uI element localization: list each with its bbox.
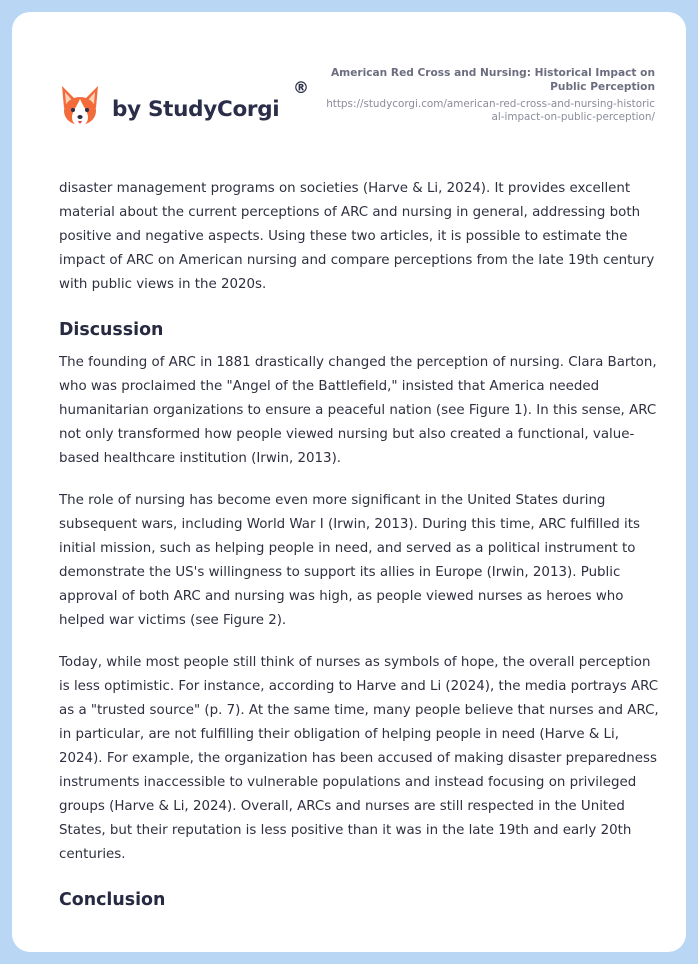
document-url-link[interactable]: https://studycorgi.com/american-red-cross-and-nursing-historical-impact-on-public-perception/	[326, 98, 655, 123]
discussion-heading: Discussion	[59, 320, 164, 340]
registered-mark: ®	[293, 78, 309, 97]
document-page	[12, 12, 686, 952]
document-title: American Red Cross and Nursing: Historical Impact on Public Perception	[330, 67, 655, 93]
discussion-paragraph: Today, while most people still think of nurses as symbols of hope, the overall perception is less optimistic. For instance, according to Harve and Li (2024), the media portrays ARC as a "trusted source" (p. 7). At the same time, many people believe that nurses and ARC, in particular, are not fulfilling their obligation of helping people in need (Harve & Li, 2024). For example, the organization has been accused of making disaster preparedness instruments inaccessible to vulnerable populations and instead focusing on privileged groups (Harve & Li, 2024). Overall, ARCs and nurses are still respected in the United States, but their reputation is less positive than it was in the late 19th and early 20th centuries.	[59, 655, 659, 862]
document-meta	[325, 66, 655, 124]
document-body	[59, 177, 659, 921]
discussion-paragraph: The founding of ARC in 1881 drastically changed the perception of nursing. Clara Barton, who was proclaimed the "Angel of the Battlefield," insisted that America needed humanitarian organizations to ensure a peaceful nation (see Figure 1). In this sense, ARC not only transformed how people viewed nursing but also created a functional, value-based healthcare institution (Irwin, 2013).	[59, 355, 657, 466]
conclusion-heading: Conclusion	[59, 890, 166, 910]
discussion-paragraph: The role of nursing has become even more significant in the United States during subsequent wars, including World War I (Irwin, 2013). During this time, ARC fulfilled its initial mission, such as helping people in need, and served as a political instrument to demonstrate the US's willingness to support its allies in Europe (Irwin, 2013). Public approval of both ARC and nursing was high, as people viewed nurses as heroes who helped war victims (see Figure 2).	[59, 493, 641, 628]
corgi-logo-icon	[60, 84, 100, 130]
intro-paragraph: disaster management programs on societies (Harve & Li, 2024). It provides excellent material about the current perceptions of ARC and nursing in general, addressing both positive and negative aspects. Using these two articles, it is possible to estimate the impact of ARC on American nursing and compare perceptions from the late 19th century with public views in the 2020s.	[59, 181, 655, 292]
brand-name: by StudyCorgi	[112, 96, 280, 122]
studycorgi-brand[interactable]	[60, 76, 309, 138]
